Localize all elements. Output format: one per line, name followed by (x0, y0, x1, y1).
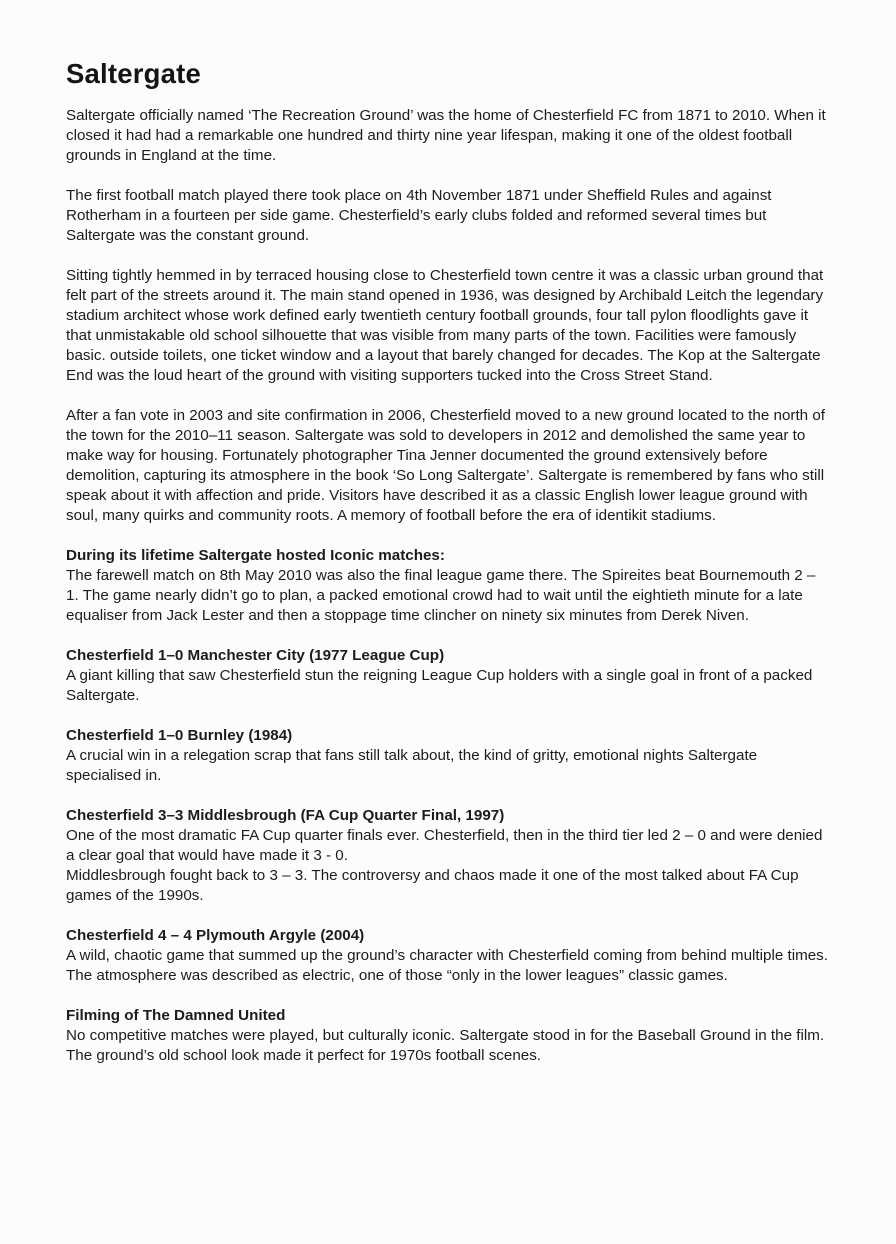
section-heading: During its lifetime Saltergate hosted Iconic matches: (66, 547, 445, 564)
section-body: A crucial win in a relegation scrap that fans still talk about, the kind of gritty, emotional nights Saltergate specialised in. (66, 747, 758, 784)
section-body: A wild, chaotic game that summed up the ground’s character with Chesterfield coming from behind multiple times. The atmosphere was described as electric, one of those “only in the lower leagues” classic games. (66, 947, 828, 984)
page-title: Saltergate (66, 58, 201, 89)
section-manchester-city (66, 646, 828, 706)
section-heading: Filming of The Damned United (66, 1007, 286, 1024)
paragraph-gap (66, 246, 828, 266)
section-damned-united (66, 1006, 828, 1066)
section-body: The farewell match on 8th May 2010 was also the final league game there. The Spireites beat Bournemouth 2 – 1. The game nearly didn’t go to plan, a packed emotional crowd had to wait until the eightieth minute for a late equaliser from Jack Lester and then a stoppage time clincher on ninety six minutes from Derek Niven. (66, 567, 816, 624)
section-iconic-matches (66, 546, 828, 626)
intro-paragraph: Sitting tightly hemmed in by terraced housing close to Chesterfield town centre it was a classic urban ground that felt part of the streets around it. The main stand opened in 1936, was designed by Archibald Leitch the legendary stadium architect whose work defined early twentieth century football grounds, four tall pylon floodlights gave it that unmistakable old school silhouette that was visible from many parts of the town. Facilities were famously basic. outside toilets, one ticket window and a layout that barely changed for decades. The Kop at the Saltergate End was the loud heart of the ground with visiting supporters tucked into the Cross Street Stand. (66, 267, 824, 384)
paragraph-gap (66, 526, 828, 546)
section-middlesbrough (66, 806, 828, 906)
intro-paragraph: The first football match played there took place on 4th November 1871 under Sheffield Rules and against Rotherham in a fourteen per side game. Chesterfield’s early clubs folded and reformed several times but Saltergate was the constant ground. (66, 187, 772, 244)
section-body: A giant killing that saw Chesterfield stun the reigning League Cup holders with a single goal in front of a packed Saltergate. (66, 667, 813, 704)
intro-paragraph: After a fan vote in 2003 and site confirmation in 2006, Chesterfield moved to a new ground located to the north of the town for the 2010–11 season. Saltergate was sold to developers in 2012 and demolished the same year to make way for housing. Fortunately photographer Tina Jenner documented the ground extensively before demolition, capturing its atmosphere in the book ‘So Long Saltergate’. Saltergate is remembered by fans who still speak about it with affection and pride. Visitors have described it as a classic English lower league ground with soul, many quirks and community roots. A memory of football before the era of identikit stadiums. (66, 407, 826, 524)
section-burnley (66, 726, 828, 786)
section-heading: Chesterfield 1–0 Burnley (1984) (66, 727, 293, 744)
section-heading: Chesterfield 3–3 Middlesbrough (FA Cup Quarter Final, 1997) (66, 807, 505, 824)
intro-paragraph: Saltergate officially named ‘The Recreation Ground’ was the home of Chesterfield FC from 1871 to 2010. When it closed it had had a remarkable one hundred and thirty nine year lifespan, making it one of the oldest football grounds in England at the time. (66, 107, 826, 164)
section-plymouth (66, 926, 828, 986)
section-heading: Chesterfield 4 – 4 Plymouth Argyle (2004) (66, 927, 365, 944)
section-heading: Chesterfield 1–0 Manchester City (1977 League Cup) (66, 647, 445, 664)
section-body-continued: Middlesbrough fought back to 3 – 3. The controversy and chaos made it one of the most talked about FA Cup games of the 1990s. (66, 867, 799, 904)
section-body: No competitive matches were played, but culturally iconic. Saltergate stood in for the Baseball Ground in the film. The ground’s old school look made it perfect for 1970s football scenes. (66, 1027, 825, 1064)
section-body: One of the most dramatic FA Cup quarter finals ever. Chesterfield, then in the third tier led 2 – 0 and were denied a clear goal that would have made it 3 - 0. (66, 827, 823, 864)
paragraph-gap (66, 386, 828, 406)
paragraph-gap (66, 166, 828, 186)
